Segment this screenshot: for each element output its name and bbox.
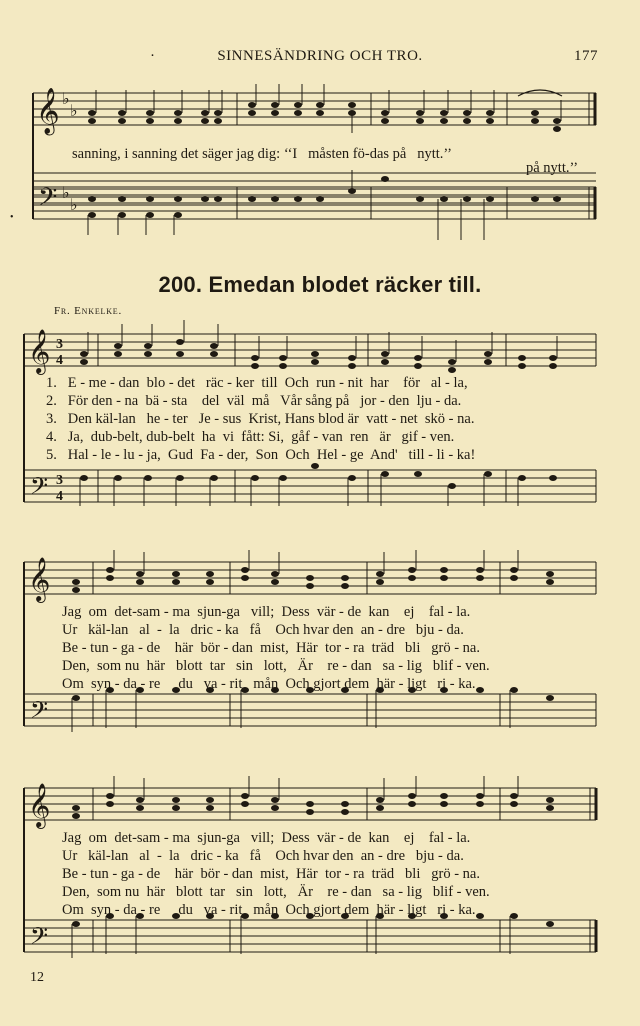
treble-clef-icon: 𝄞 — [28, 785, 51, 827]
hymn-number: 200. — [158, 272, 203, 297]
verse-3-line: Be - tun - ga - de här bör - dan mist, Här tor - ra träd bli grö - na. — [62, 640, 480, 656]
verse-2-line: 2. För den - na bä - sta del väl må Vår sång på jor - den lju - da. — [46, 393, 462, 409]
bass-clef-icon: 𝄢 — [30, 698, 49, 729]
ornament-dot: · — [150, 48, 156, 64]
time-signature-bottom: 4 — [56, 353, 63, 368]
treble-clef-icon: 𝄞 — [36, 88, 60, 133]
svg-text:4: 4 — [56, 489, 63, 504]
flat-icon: ♭ — [70, 103, 78, 120]
verse-3-line: Be - tun - ga - de här bör - dan mist, Här tor - ra träd bli grö - na. — [62, 866, 480, 882]
composer-credit: Fr. Enkelke. — [54, 305, 123, 317]
carryover-lyric-main: sanning, i sanning det säger jag dig: ‘‘I måsten fö-das på nytt.’’ — [72, 146, 452, 162]
treble-clef-icon: 𝄞 — [28, 559, 51, 601]
carryover-lyric-extra: på nytt.’’ — [526, 160, 579, 176]
page-number: 177 — [574, 48, 598, 64]
signature-mark: 12 — [30, 970, 44, 985]
verse-3-line: 3. Den käl-lan he - ter Je - sus Krist, Hans blod är vatt - net skö - na. — [46, 411, 475, 427]
bass-clef-icon: 𝄢 — [30, 924, 49, 955]
flat-icon: ♭ — [62, 91, 70, 108]
carryover-bass-notes — [88, 176, 561, 218]
flat-icon: ♭ — [70, 197, 78, 214]
bass-clef-icon: 𝄢 — [38, 184, 58, 217]
verse-5-line: Om syn - da - re du va - rit mån Och gjort dem här - ligt ri - ka. — [62, 676, 476, 692]
verse-5-line: Om syn - da - re du va - rit mån Och gjort dem här - ligt ri - ka. — [62, 902, 476, 918]
verse-1-line: Jag om det-sam - ma sjun-ga vill; Dess vär - de kan ej fal - la. — [62, 830, 471, 846]
svg-text:3: 3 — [56, 473, 63, 488]
verse-2-line: Ur käl-lan al - la dric - ka få Och hvar den an - dre bju - da. — [62, 622, 464, 638]
section-title: SINNESÄNDRING OCH TRO. — [217, 48, 423, 64]
verse-4-line: Den, som nu här blott tar sin lott, Är re - dan sa - lig blif - ven. — [62, 884, 490, 900]
flat-icon: ♭ — [62, 185, 70, 202]
hymn-heading — [0, 272, 640, 298]
bass-clef-icon: 𝄢 — [30, 474, 49, 505]
verse-1-line: 1. E - me - dan blo - det räc - ker till Och run - nit har för al - la, — [46, 375, 468, 391]
time-signature-top: 3 — [56, 337, 63, 352]
verse-5-line: 5. Hal - le - lu - ja, Gud Fa - der, Son Och Hel - ge And' till - li - ka! — [46, 447, 476, 463]
margin-mark: • — [10, 212, 14, 223]
hymn-title: Emedan blodet räcker till. — [208, 272, 482, 297]
carryover-staves — [0, 0, 640, 260]
carryover-bass-stems — [88, 170, 484, 240]
verse-4-line: 4. Ja, dub-belt, dub-belt ha vi fått: Si, gåf - van ren är gif - ven. — [46, 429, 455, 445]
treble-clef-icon: 𝄞 — [28, 331, 51, 373]
verse-2-line: Ur käl-lan al - la dric - ka få Och hvar den an - dre bju - da. — [62, 848, 464, 864]
verse-1-line: Jag om det-sam - ma sjun-ga vill; Dess vär - de kan ej fal - la. — [62, 604, 471, 620]
verse-4-line: Den, som nu här blott tar sin lott, Är re - dan sa - lig blif - ven. — [62, 658, 490, 674]
system-1-bass-notes — [80, 463, 557, 489]
